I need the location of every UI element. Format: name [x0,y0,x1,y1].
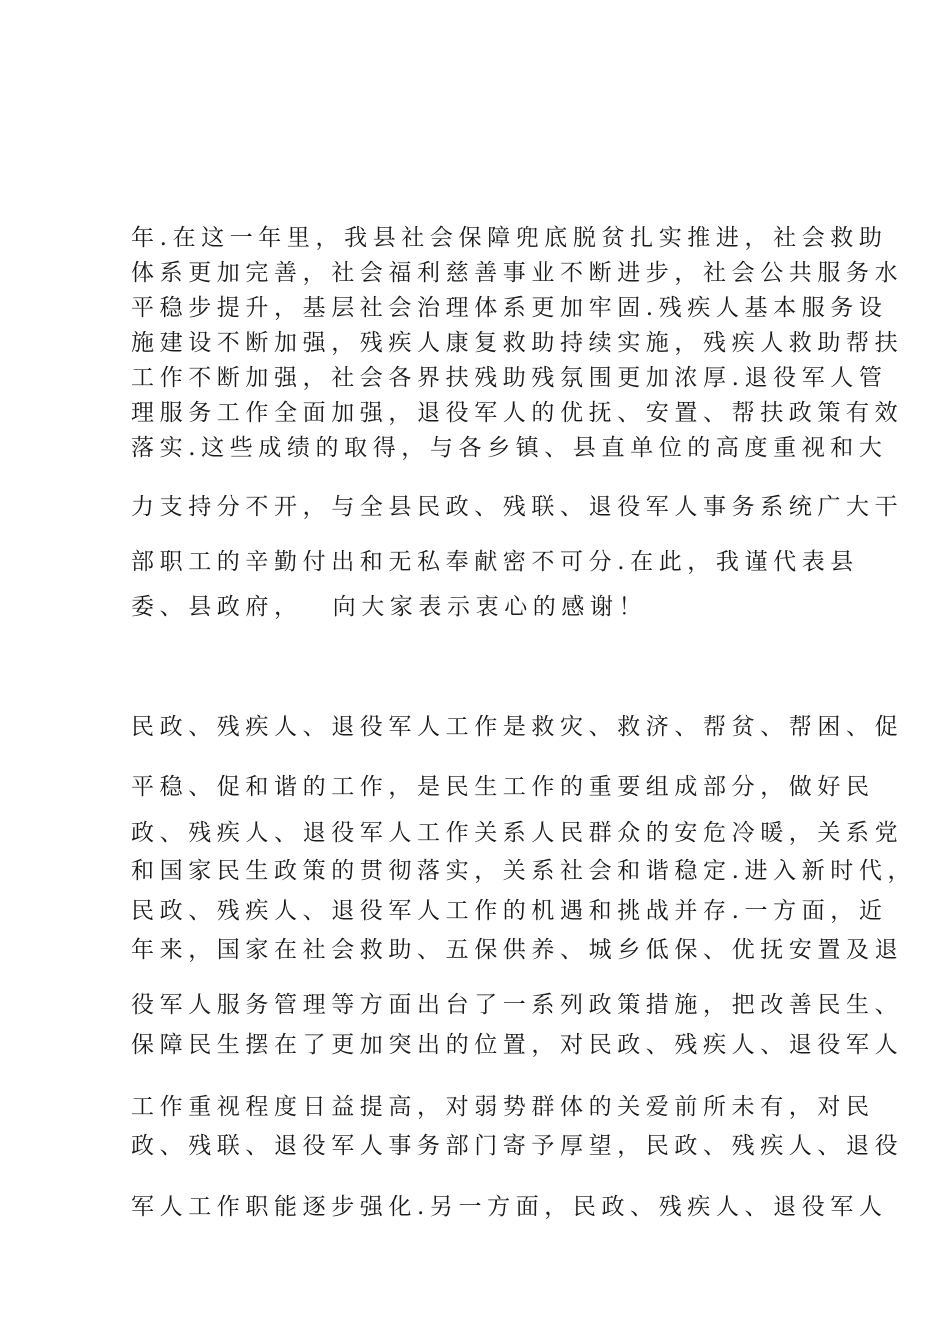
text-line: 理服务工作全面加强，退役军人的优抚、安置、帮扶政策有效 [131,400,904,426]
text-line: 工作重视程度日益提高，对弱势群体的关爱前所未有，对民 [131,1094,875,1120]
text-line: 体系更加完善，社会福利慈善事业不断进步，社会公共服务水 [131,260,904,286]
text-line: 平稳步提升，基层社会治理体系更加牢固.残疾人基本服务设 [131,295,888,321]
text-line: 政、残联、退役军人事务部门寄予厚望，民政、残疾人、退役 [131,1133,904,1159]
text-line: 部职工的辛勤付出和无私奉献密不可分.在此，我谨代表县 [131,549,859,575]
text-line: 委、县政府， 向大家表示衷心的感谢！ [131,594,648,620]
text-line: 保障民生摆在了更加突出的位置，对民政、残疾人、退役军人 [131,1032,904,1058]
text-line: 政、残疾人、退役军人工作关系人民群众的安危冷暖，关系党 [131,820,904,846]
text-line: 力支持分不开，与全县民政、残联、退役军人事务系统广大干 [131,494,904,520]
text-line: 落实.这些成绩的取得，与各乡镇、县直单位的高度重视和大 [131,435,888,461]
text-line: 平稳、促和谐的工作，是民生工作的重要组成部分，做好民 [131,774,875,800]
text-line: 军人工作职能逐步强化.另一方面，民政、残疾人、退役军人 [131,1194,888,1220]
text-line: 民政、残疾人、退役军人工作的机遇和挑战并存.一方面，近 [131,898,888,924]
text-line: 民政、残疾人、退役军人工作是救灾、救济、帮贫、帮困、促 [131,714,904,740]
text-line: 和国家民生政策的贯彻落实，关系社会和谐稳定.进入新时代， [131,858,917,884]
text-line: 年来，国家在社会救助、五保供养、城乡低保、优抚安置及退 [131,937,904,963]
text-line: 役军人服务管理等方面出台了一系列政策措施，把改善民生、 [131,992,904,1018]
text-line: 年.在这一年里，我县社会保障兜底脱贫扎实推进，社会救助 [131,225,888,251]
text-line: 工作不断加强，社会各界扶残助残氛围更加浓厚.退役军人管 [131,365,888,391]
text-line: 施建设不断加强，残疾人康复救助持续实施，残疾人救助帮扶 [131,330,904,356]
